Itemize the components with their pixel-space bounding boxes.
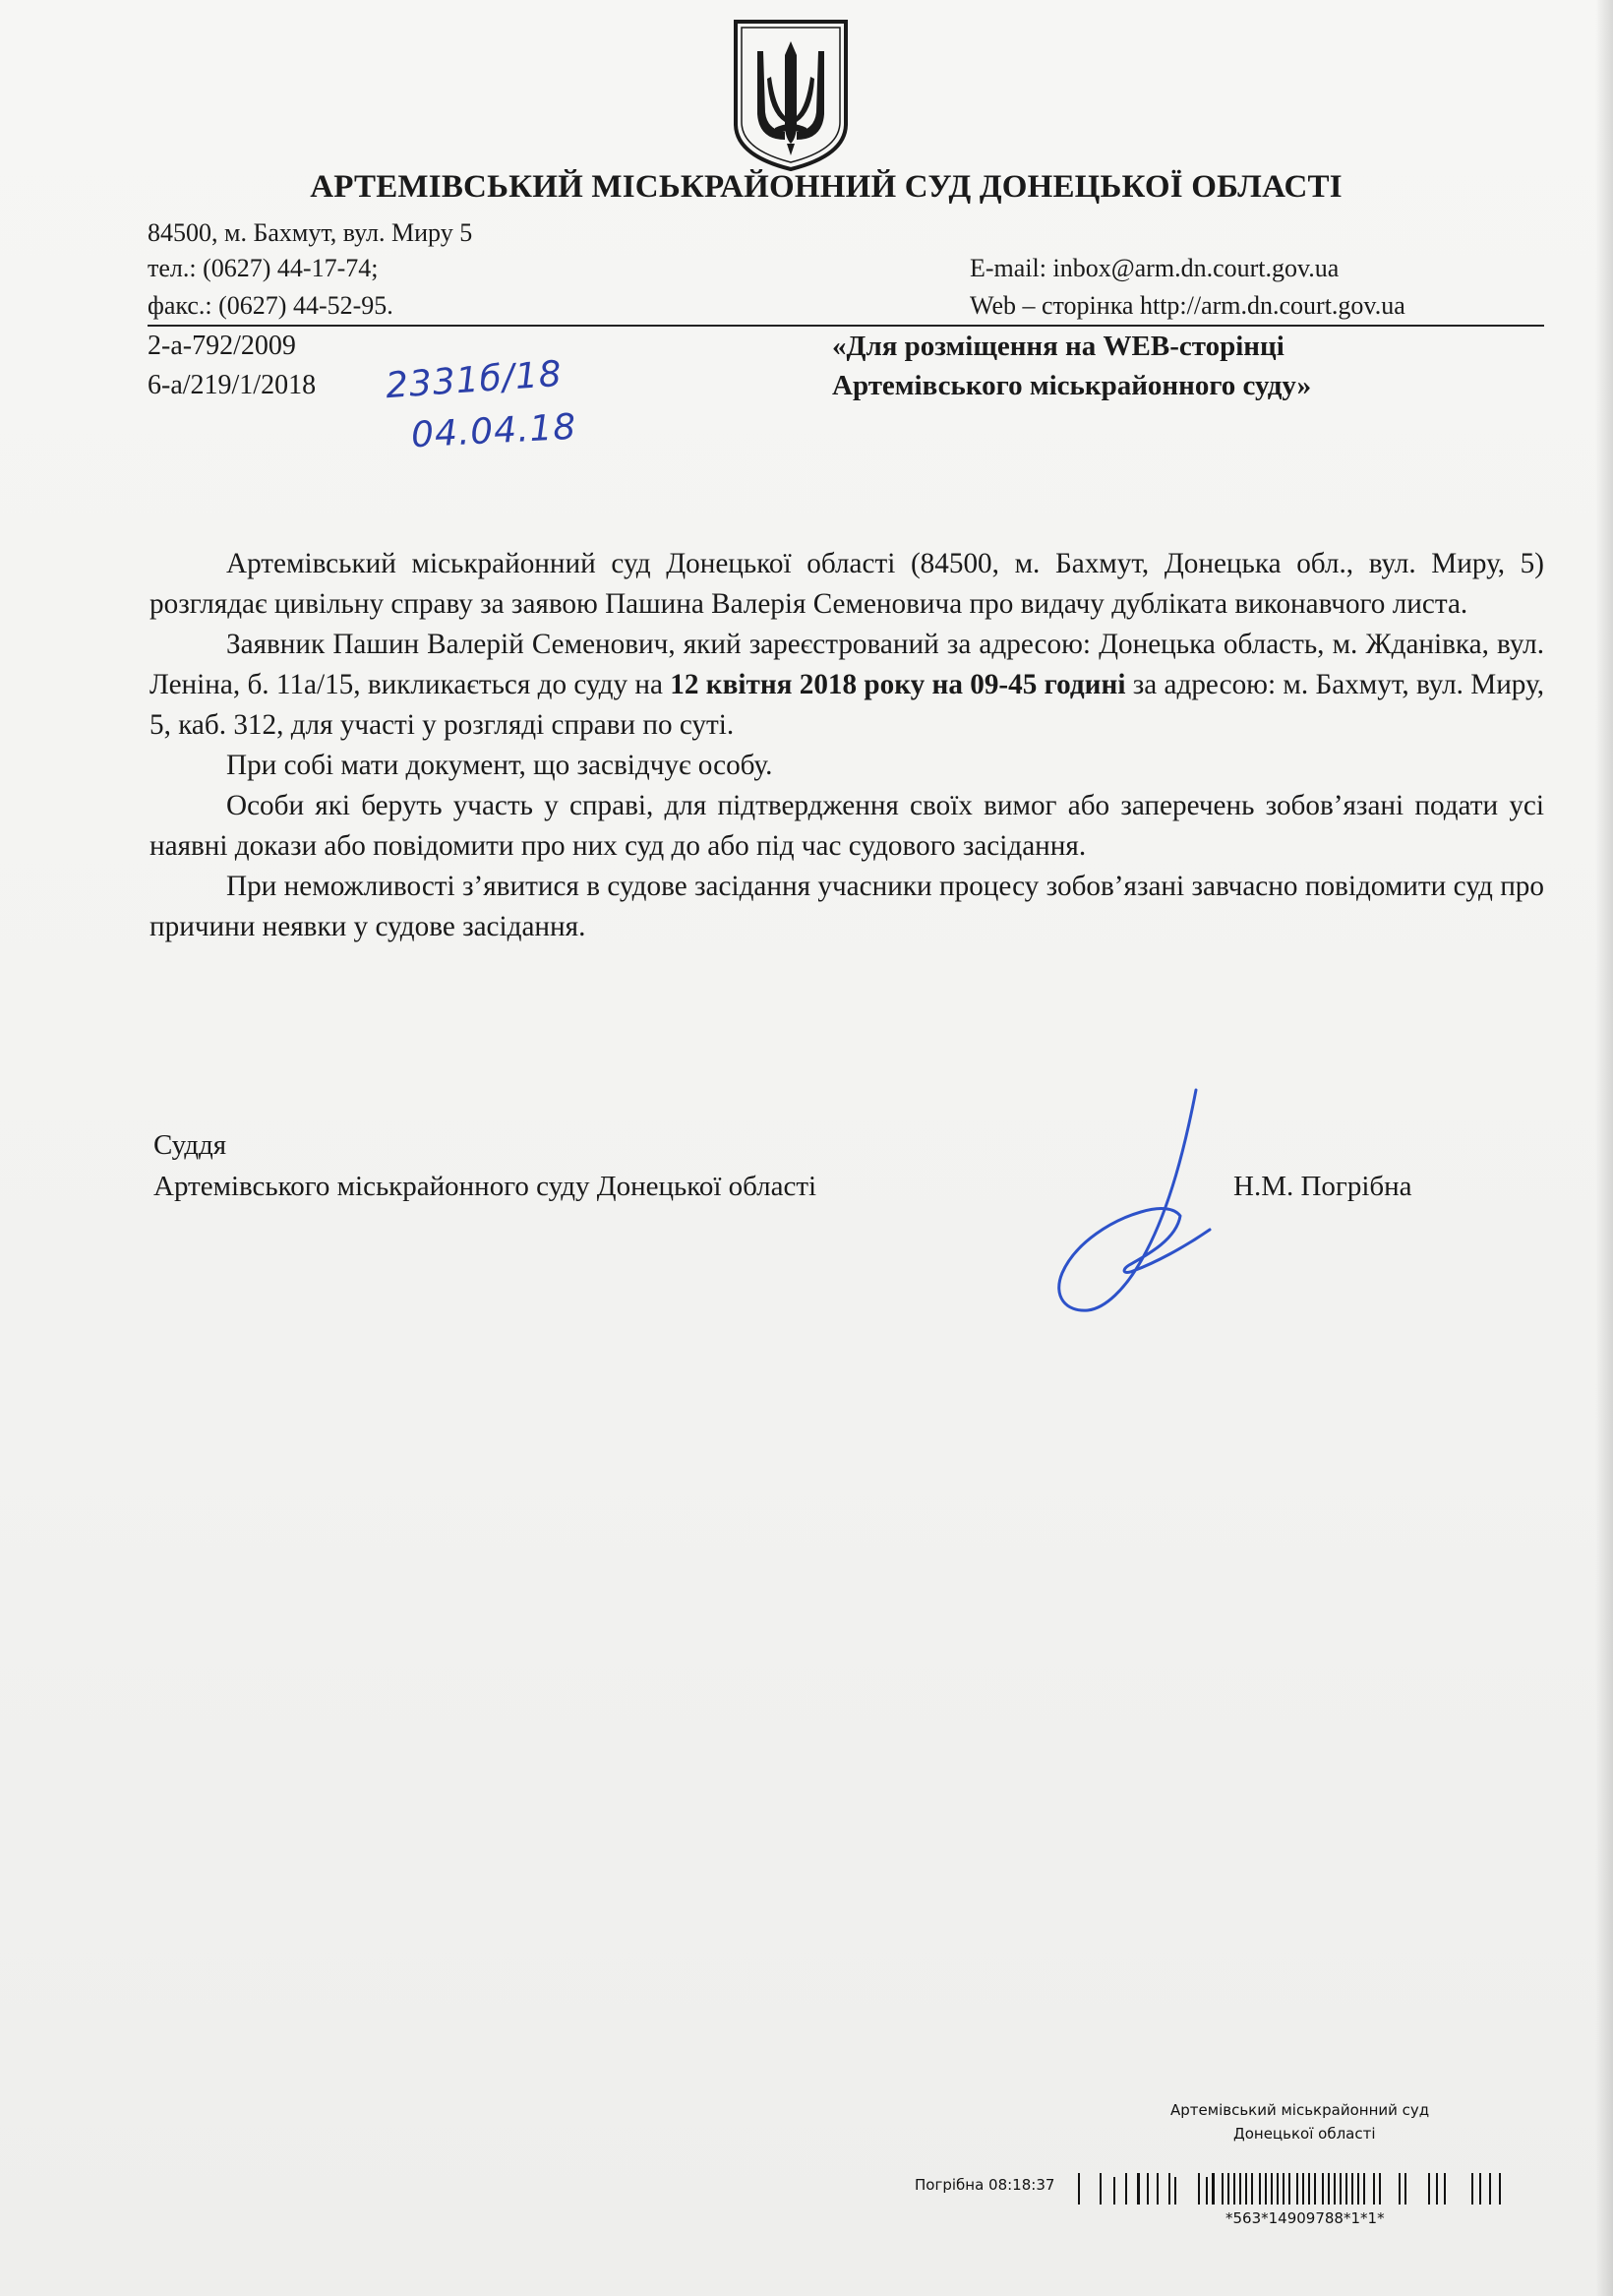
case-number-1: 2-а-792/2009 xyxy=(148,331,296,361)
stamp-court-line-2: Донецької області xyxy=(1233,2125,1376,2143)
court-email: E-mail: inbox@arm.dn.court.gov.ua xyxy=(970,254,1340,282)
signatory-title: Суддя xyxy=(153,1129,227,1161)
court-title: АРТЕМІВСЬКИЙ МІСЬКРАЙОННИЙ СУД ДОНЕЦЬКОЇ ОБЛАСТІ xyxy=(310,169,1343,205)
handwritten-registration-number: 2331б/18 xyxy=(384,353,564,407)
hearing-date-time: 12 квітня 2018 року на 09-45 годині xyxy=(670,669,1126,700)
stamp-time: Погрібна 08:18:37 xyxy=(915,2176,1055,2194)
paragraph-absence-notice: При неможливості з’явитися в судове засідання учасники процесу зобов’язані завчасно повідомити суд про причини неявки у судове засідання. xyxy=(149,871,1544,942)
web-note-line-1: «Для розміщення на WEB-сторінці xyxy=(832,331,1284,362)
handwritten-signature xyxy=(1003,1082,1229,1328)
summons-text-end: за адресою: м. Бахмут, вул. Миру, 5, каб. 312, для участі у розгляді справи по суті. xyxy=(149,669,1544,741)
paragraph-evidence: Особи які беруть участь у справі, для підтвердження своїх вимог або заперечень зобов’язані подати усі наявні докази або повідомити про них суд до або під час судового засідання. xyxy=(149,790,1544,862)
barcode-number: *563*14909788*1*1* xyxy=(1225,2209,1385,2227)
web-publication-note xyxy=(832,327,1311,405)
coat-of-arms-icon xyxy=(732,18,850,173)
court-fax: факс.: (0627) 44-52-95. xyxy=(148,291,393,320)
court-address: 84500, м. Бахмут, вул. Миру 5 xyxy=(148,218,473,247)
judge-name: Н.М. Погрібна xyxy=(1233,1171,1412,1202)
notice-body xyxy=(149,544,1544,947)
paragraph-summons xyxy=(149,625,1544,746)
stamp-court-line-1: Артемівський міськрайонний суд xyxy=(1170,2101,1430,2119)
summons-text-start: Заявник Пашин Валерій Семенович, який зареєстрований за адресою: Донецька область, м. Жданівка, вул. Леніна, б. 11а/15, викликається до суду на xyxy=(149,629,1544,700)
court-phone: тел.: (0627) 44-17-74; xyxy=(148,254,379,282)
barcode-icon xyxy=(1078,2173,1548,2206)
paragraph-case-description: Артемівський міськрайонний суд Донецької області (84500, м. Бахмут, Донецька обл., вул. Миру, 5) розглядає цивільну справу за заявою Пашина Валерія Семеновича про видачу дубліката виконавчого листа. xyxy=(149,548,1544,620)
signatory-court: Артемівського міськрайонного суду Донецької області xyxy=(153,1171,817,1202)
handwritten-date: 04.04.18 xyxy=(410,406,578,456)
paragraph-id-document: При собі мати документ, що засвідчує особу. xyxy=(226,750,773,781)
court-website: Web – сторінка http://arm.dn.court.gov.ua xyxy=(970,291,1405,320)
case-number-2: 6-а/219/1/2018 xyxy=(148,370,317,400)
web-note-line-2: Артемівського міськрайонного суду» xyxy=(832,370,1312,401)
page-edge-shadow xyxy=(1595,0,1613,2296)
